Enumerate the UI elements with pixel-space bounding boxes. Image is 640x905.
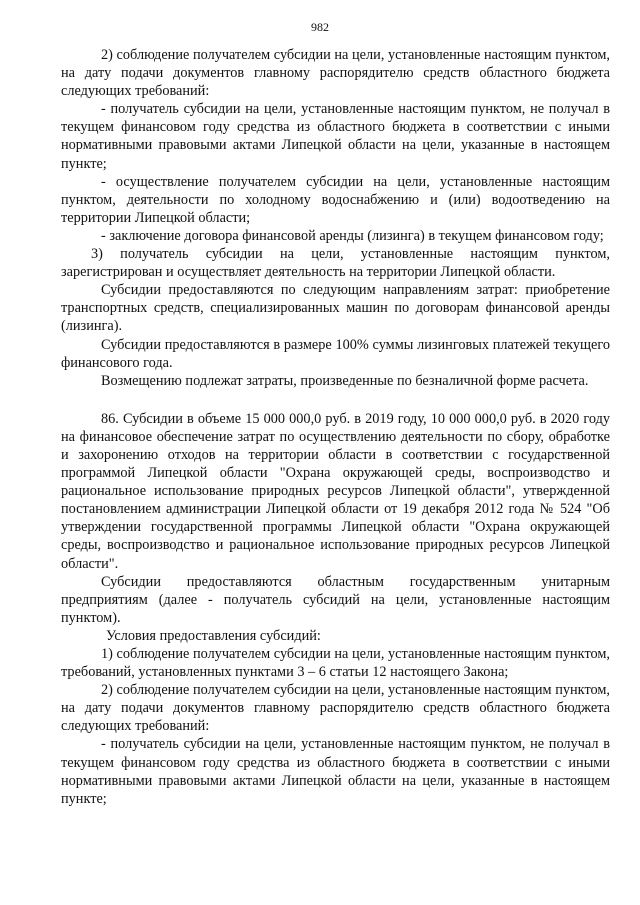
paragraph-item-86: 86. Субсидии в объеме 15 000 000,0 руб. в 2019 году, 10 000 000,0 руб. в 2020 году на финансовое обеспечение затрат по осуществлению деятельности по сбору, обработке и захоронению отходов на территории области в соответствии с государственной программой Липецкой области "Охрана окружающей среды, воспроизводство и рациональное использование природных ресурсов Липецкой области", утвержденной постановлением администрации Липецкой области от 19 декабря 2012 года № 524 "Об утверждении государственной программы Липецкой области "Охрана окружающей среды, воспроизводство и рациональное использование природных ресурсов Липецкой области". [61,410,610,572]
page-number: 982 [311,20,329,34]
paragraph-gap [61,390,610,410]
paragraph-condition-2-repeat: 2) соблюдение получателем субсидии на цели, установленные настоящим пунктом, на дату подачи документов главному распорядителю средств областного бюджета следующих требований: [61,682,610,735]
paragraph-condition-3: 3) получатель субсидии на цели, установленные настоящим пунктом, зарегистрирован и осуществляет деятельность на территории Липецкой области. [61,246,610,281]
paragraph-condition-2: 2) соблюдение получателем субсидии на цели, установленные настоящим пунктом, на дату подачи документов главному распорядителю средств областного бюджета следующих требований: [61,47,610,100]
paragraph-requirement-no-funds-repeat: - получатель субсидии на цели, установленные настоящим пунктом, не получал в текущем финансовом году средства из областного бюджета в соответствии с иными нормативными правовыми актами Липецкой области на цели, указанные в настоящем пункте; [61,736,610,807]
paragraph-conditions-heading: Условия предоставления субсидий: [106,627,321,644]
paragraph-condition-1: 1) соблюдение получателем субсидии на цели, установленные настоящим пунктом, требований, установленных пунктами 3 – 6 статьи 12 настоящего Закона; [61,646,610,681]
paragraph-recipients: Субсидии предоставляются областным государственным унитарным предприятиям (далее - получатель субсидий на цели, установленные настоящим пунктом). [61,573,610,626]
paragraph-expense-directions: Субсидии предоставляются по следующим направлениям затрат: приобретение транспортных средств, специализированных машин по договорам финансовой аренды (лизинга). [61,282,610,335]
paragraph-requirement-no-funds: - получатель субсидии на цели, установленные настоящим пунктом, не получал в текущем финансовом году средства из областного бюджета в соответствии с иными нормативными правовыми актами Липецкой области на цели, указанные в настоящем пункте; [61,101,610,172]
paragraph-requirement-leasing: - заключение договора финансовой аренды (лизинга) в текущем финансовом году; [101,227,604,244]
paragraph-subsidy-amount: Субсидии предоставляются в размере 100% суммы лизинговых платежей текущего финансового года. [61,336,610,371]
document-body [61,46,610,808]
paragraph-reimbursement: Возмещению подлежат затраты, произведенные по безналичной форме расчета. [101,372,589,389]
paragraph-requirement-water-activity: - осуществление получателем субсидии на цели, установленные настоящим пунктом, деятельности по холодному водоснабжению и (или) водоотведению на территории Липецкой области; [61,173,610,226]
